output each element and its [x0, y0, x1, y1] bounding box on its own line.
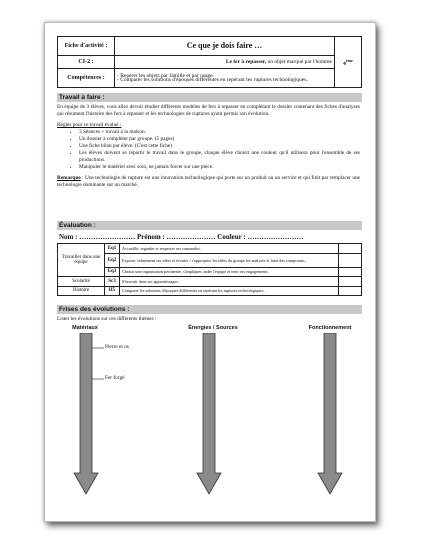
eval-text: S'investir dans ses apprentissages. — [120, 277, 339, 287]
name-line: Nom : …………………… Prénom : ………………… Couleur : …………………… — [59, 233, 304, 241]
ci-label: CI-2 : — [58, 55, 115, 69]
rules-title: Règles pour ce travail évalué : — [57, 122, 122, 128]
eval-score-cell[interactable] — [339, 244, 362, 254]
column-fonctionnement: Fonctionnement — [308, 325, 352, 331]
rules-list — [57, 129, 360, 171]
travail-intro: En équipe de 3 élèves, vous allez devoir étudier différents modèles de fers à repasser en complétant le dossier contenant des fiches d'analyses qui résument l'histoire des fers à repasser et les technologies de ruptures ayant permis son évolution. — [57, 104, 360, 117]
eval-score-cell[interactable] — [339, 253, 362, 267]
eval-score-cell[interactable] — [339, 267, 362, 277]
remarque: Remarque : Une technologie de rupture est une innovation technologique qui porte sur un produit ou un service et qui finit par remplacer une technologie dominante sur un marché. — [57, 175, 360, 188]
eval-text: Choisir une organisation pertinente, s'impliquer, aider l'équipe et tenir ses engagements. — [120, 267, 339, 277]
eval-score-cell[interactable] — [339, 277, 362, 287]
frise-point: Fer forgé — [105, 375, 125, 381]
eval-text: Comparer les solutions d'époques différentes en repérant les ruptures technologiques. — [120, 286, 339, 296]
eval-code: Eq2 — [105, 253, 120, 267]
page-subtitle: Le fer à repasser, un objet marqué par l'homme — [115, 55, 335, 69]
page-title: Ce que je dois faire … — [186, 41, 263, 51]
arrow-materiaux — [73, 333, 99, 495]
eval-code: Eq1 — [105, 244, 120, 254]
competences-list: - Repérer les objets par famille et par usage. - Comparer les solutions d'époques différentes en repérant les ruptures technologiques. — [115, 69, 335, 88]
column-materiaux: Matériaux — [72, 325, 98, 331]
list-item: • Les élèves doivent se répartir le travail dans le groupe, chaque élève choisit une couleur qu'il utilisera pour l'ensemble de ses productions. — [79, 150, 360, 164]
activity-header — [57, 36, 362, 88]
eval-text: Exposer calmement ses idées et écouter / s'approprier les idées du groupe les analyser et faire des compromis. — [120, 253, 339, 267]
level-number: 4ème — [335, 37, 362, 88]
competences-label: Compétences : — [58, 69, 115, 88]
eval-code: Sc3 — [105, 277, 120, 287]
title-cell — [115, 37, 335, 56]
column-energies: Énergies / Sources — [188, 325, 238, 331]
travail-body — [57, 104, 360, 189]
document-page — [44, 22, 376, 522]
eval-code: H5 — [105, 286, 120, 296]
eval-text: Accueillir, regarder et respecter ses camarades. — [120, 244, 339, 254]
table-row — [58, 286, 362, 296]
section-travail: Travail à faire : — [57, 93, 362, 102]
frise-point: Pierre et os — [105, 344, 129, 350]
eval-score-cell[interactable] — [339, 286, 362, 296]
eval-category: Histoire — [58, 286, 105, 296]
list-item: • 3 Séances + travail à la maison. — [79, 129, 360, 136]
tick-pierre — [92, 345, 104, 351]
fiche-label: Fiche d'activité : — [58, 37, 115, 56]
table-row — [58, 244, 362, 254]
section-frises: Frises des évolutions : — [57, 305, 362, 314]
list-item: • Une fiche bilan par élève. (C'est cette fiche) — [79, 143, 360, 150]
eval-category: Scolarité — [58, 277, 105, 287]
list-item: • Un dossier à compléter par groupe. (5 pages) — [79, 136, 360, 143]
list-item: • Manipuler le matériel avec soin, ne jamais forcer sur une pièce. — [79, 164, 360, 171]
arrow-energies — [196, 333, 222, 495]
tick-fer — [92, 376, 104, 382]
eval-category: Travailler dans une équipe — [58, 244, 105, 277]
arrow-fonctionnement — [317, 333, 343, 495]
section-evaluation: Évaluation : — [57, 221, 362, 230]
evaluation-table — [57, 243, 362, 296]
table-row — [58, 277, 362, 287]
eval-code: Eq3 — [105, 267, 120, 277]
frises-intro: Lister les évolutions sur ces différents thèmes : — [57, 316, 157, 322]
